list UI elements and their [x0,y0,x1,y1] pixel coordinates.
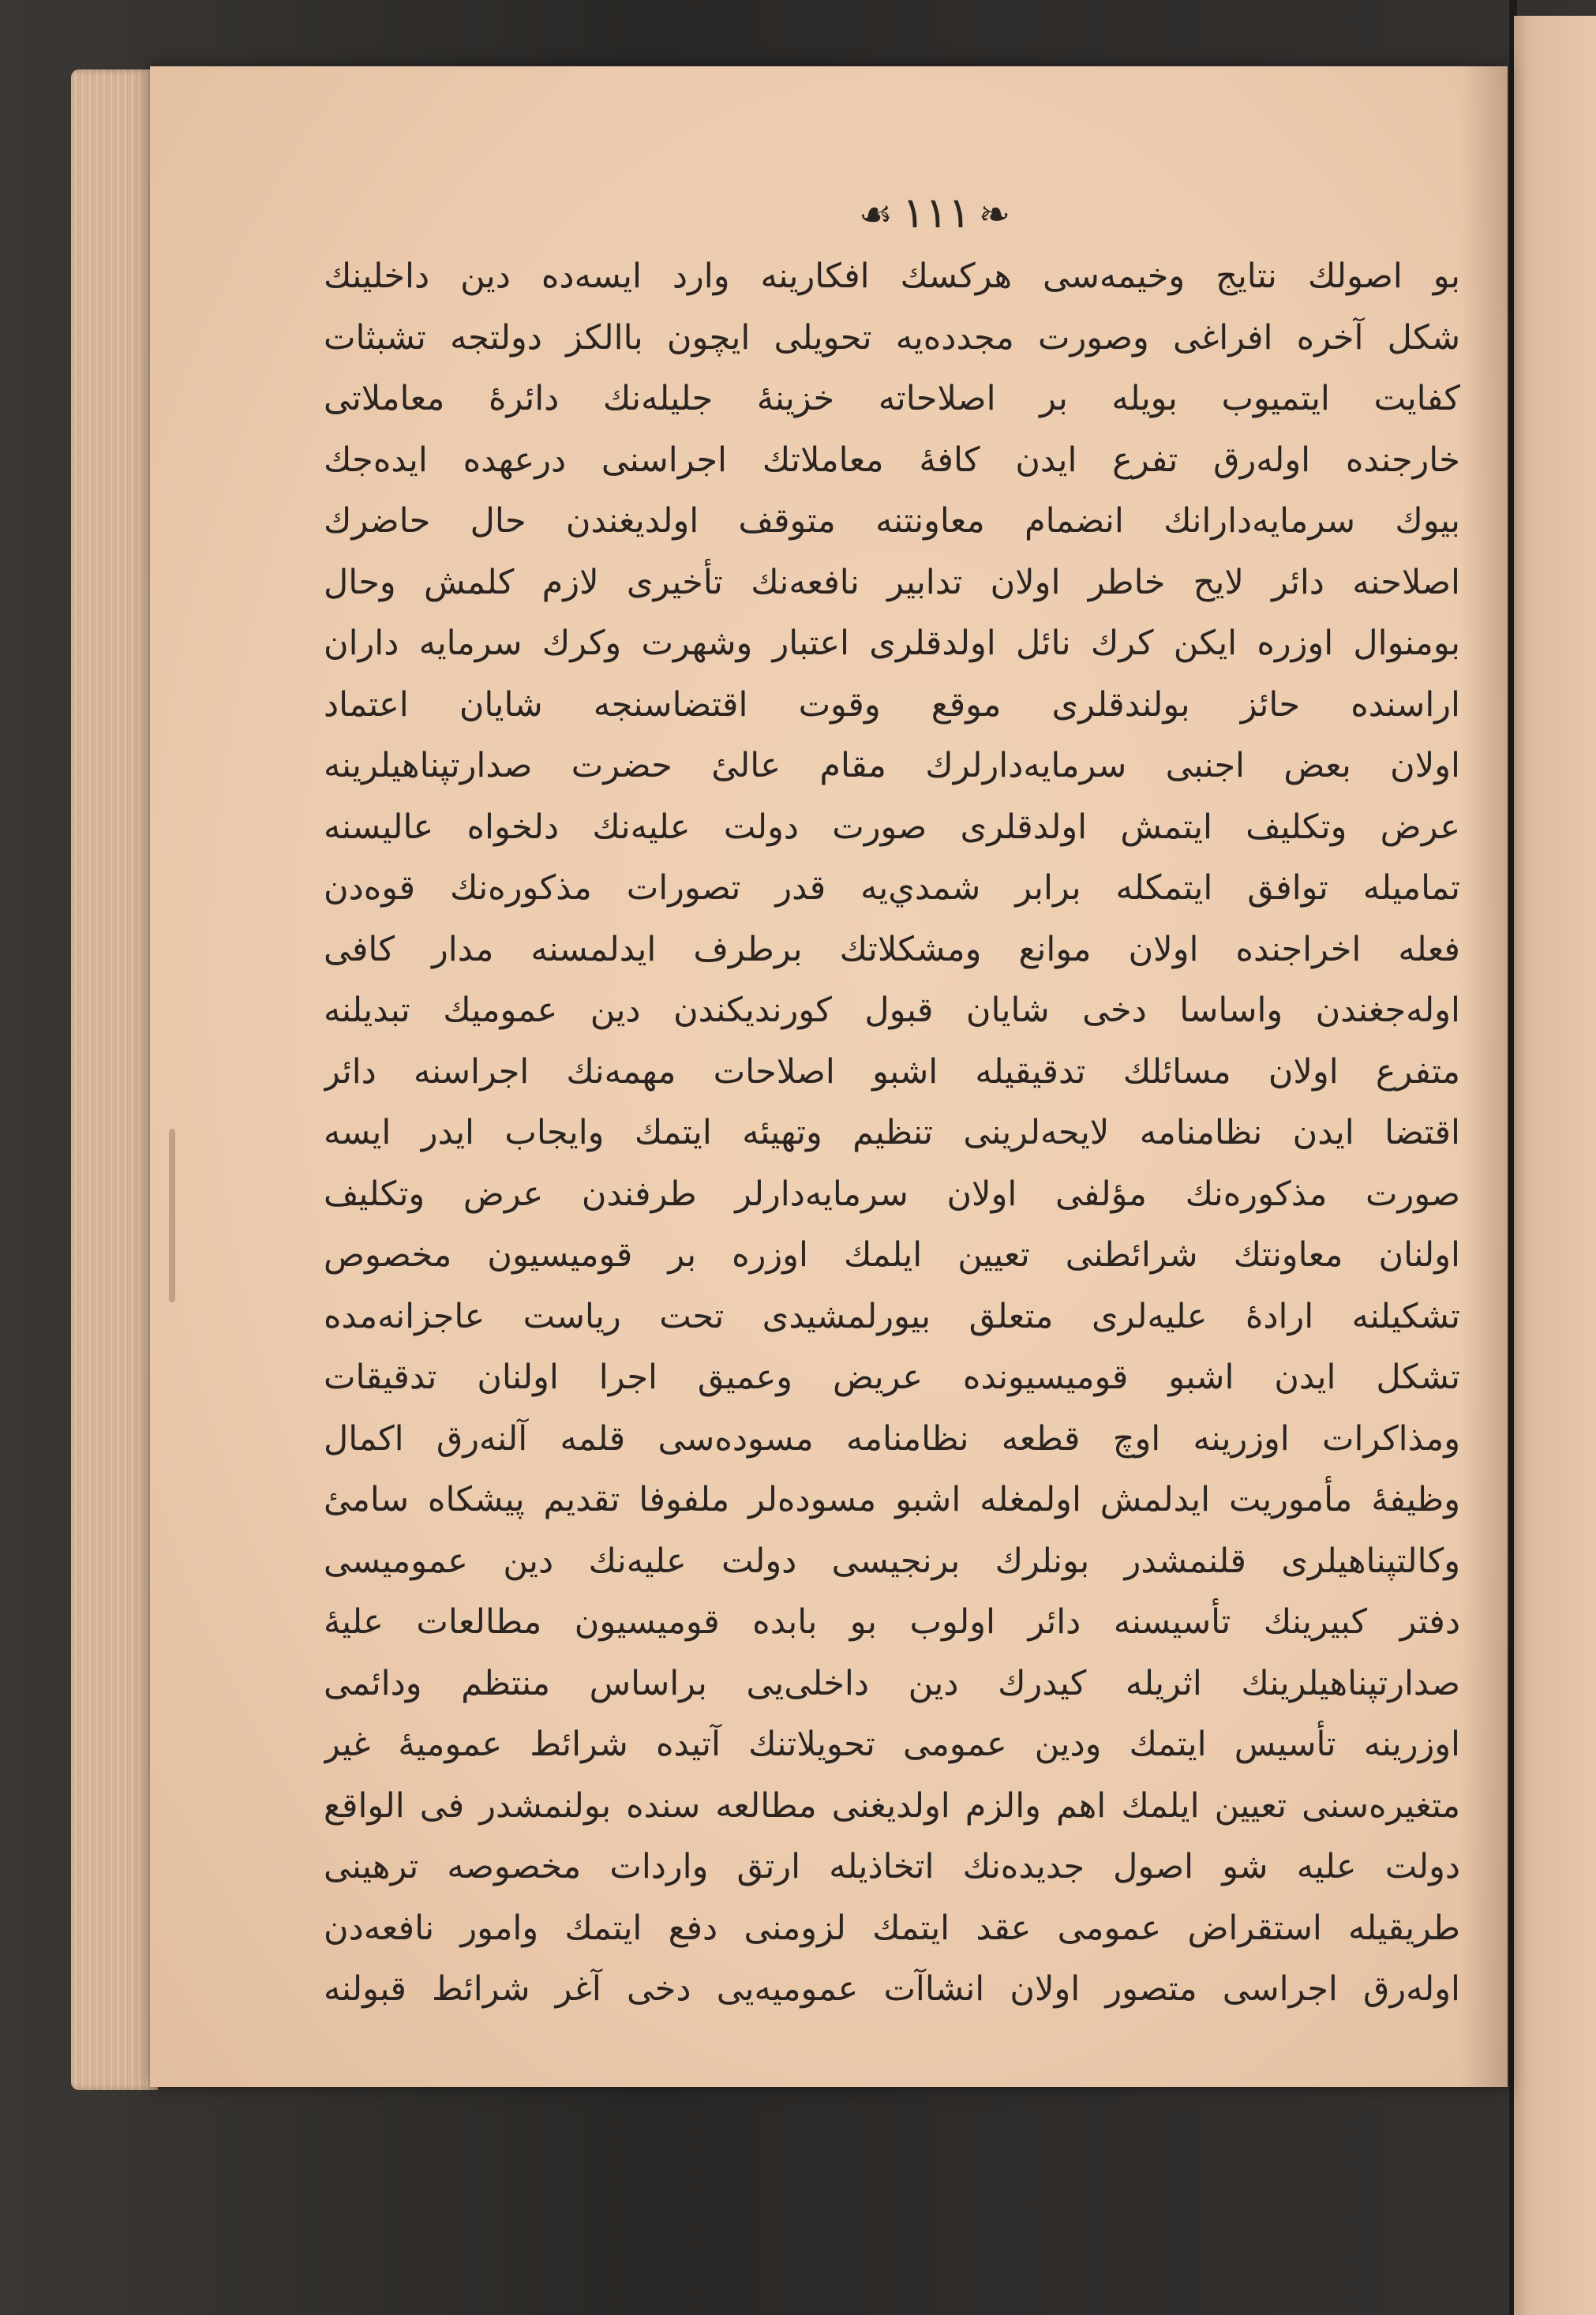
left-ornament-icon: ❧ [978,193,1013,237]
text-line: وظيفهٔ مأموريت ايدلمش اولمغله اشبو مسوده‌لر ملفوفا تقديم پيشكاه سامىٔ [324,1480,1460,1519]
text-line: صدارتپناهيلرينك اثريله كيدرك دين داخلى‌يى براساس منتظم ودائمى [324,1663,1460,1703]
text-line: متفرع اولان مسائلك تدقيقيله اشبو اصلاحات مهمه‌نك اجراسنه دائر [324,1051,1460,1092]
text-line: بومنوال اوزره ايكن كرك نائل اولدقلرى اعتبار وشهرت وكرك سرمايه داران [324,624,1460,663]
text-line: اوله‌رق اجراسى متصور اولان انشاآت عموميه‌يى دخى آغر شرائط قبولنه [324,1969,1460,2009]
gutter-shadow [1460,66,1508,2087]
body-text [324,253,1460,2052]
text-line: متغيره‌سنى تعيين ايلمك اهم والزم اولديغنى مطالعه سنده بولنمشدر فى الواقع [324,1785,1460,1826]
page-number [845,188,1026,259]
text-line: عرض وتكليف ايتمش اولدقلرى صورت دولت عليه‌نك دلخواه عاليسنه [324,807,1460,847]
text-line: بيوك سرمايه‌دارانك انضمام معاونتنه متوقف اولديغندن حال حاضرك [324,501,1460,541]
text-line: بو اصولك نتايج وخيمه‌سى هركسك افكارينه وارد ايسه‌ده دين داخلينك [324,257,1460,296]
text-line: فعله اخراجنده اولان موانع ومشكلاتك برطرف ايدلمسنه مدار كافى [324,929,1460,969]
text-line: اراسنده حائز بولندقلرى موقع وقوت اقتضاسنجه شايان اعتماد [324,684,1460,725]
text-line: اوله‌جغندن واساسا دخى شايان قبول كورنديكندن دين عموميك تبديلنه [324,991,1460,1030]
text-line: تماميله توافق ايتمكله برابر شمدي‌يه قدر تصورات مذكوره‌نك قوه‌دن [324,868,1460,908]
text-line: كفايت ايتميوب بويله بر اصلاحاته خزينهٔ جليله‌نك دائرهٔ معاملاتى [324,379,1460,418]
text-line: اولنان معاونتك شرائطنى تعيين ايلمك اوزره بر قوميسيون مخصوص [324,1235,1460,1275]
book-page-edges [71,69,158,2090]
text-line: صورت مذكوره‌نك مؤلفى اولان سرمايه‌دارلر طرفندن عرض وتكليف [324,1174,1460,1214]
text-line: اصلاحنه دائر لايح خاطر اولان تدابير نافعه‌نك تأخيرى لازم كلمش وحال [324,562,1460,602]
text-line: طريقيله استقراض عمومى عقد ايتمك لزومنى دفع ايتمك وامور نافعه‌دن [324,1908,1460,1948]
text-line: تشكل ايدن اشبو قوميسيونده عريض وعميق اجرا اولنان تدقيقات [324,1358,1460,1397]
margin-stain [169,1129,175,1302]
text-line: اقتضا ايدن نظامنامه لايحه‌لرينى تنظيم وتهيئه ايتمك وايجاب ايدر ايسه [324,1113,1460,1152]
text-line: شكل آخره افراغى وصورت مجدده‌يه تحويلى ايچون باالكز دولتجه تشبثات [324,317,1460,358]
text-line: اولان بعض اجنبى سرمايه‌دارلرك مقام عالىٔ حضرت صدارتپناهيلرينه [324,746,1460,785]
facing-page-edge [1514,16,1596,2315]
text-line: ومذاكرات اوزرينه اوچ قطعه نظامنامه مسوده‌سى قلمه آلنه‌رق اكمال [324,1418,1460,1459]
text-line: خارجنده اوله‌رق تفرع ايدن كافهٔ معاملاتك اجراسنى درعهده ايده‌جك [324,440,1460,480]
text-line: دولت عليه شو اصول جديده‌نك اتخاذيله ارتق واردات مخصوصه ترهينى [324,1847,1460,1886]
text-line: دفتر كبيرينك تأسيسنه دائر اولوب بو بابده قوميسيون مطالعات عليهٔ [324,1602,1460,1642]
text-line: تشكيلنه ارادهٔ عليه‌لرى متعلق بيورلمشيدى تحت رياست عاجزانه‌مده [324,1296,1460,1336]
text-line: اوزرينه تأسيس ايتمك ودين عمومى تحويلاتنك آتيده شرائط عموميهٔ غير [324,1725,1460,1764]
right-ornament-icon: ☙ [858,193,894,237]
text-line: وكالتپناهيلرى قلنمشدر بونلرك برنجيسى دولت عليه‌نك دين عموميسى [324,1541,1460,1581]
page-number-text: ١١١ [901,188,971,238]
